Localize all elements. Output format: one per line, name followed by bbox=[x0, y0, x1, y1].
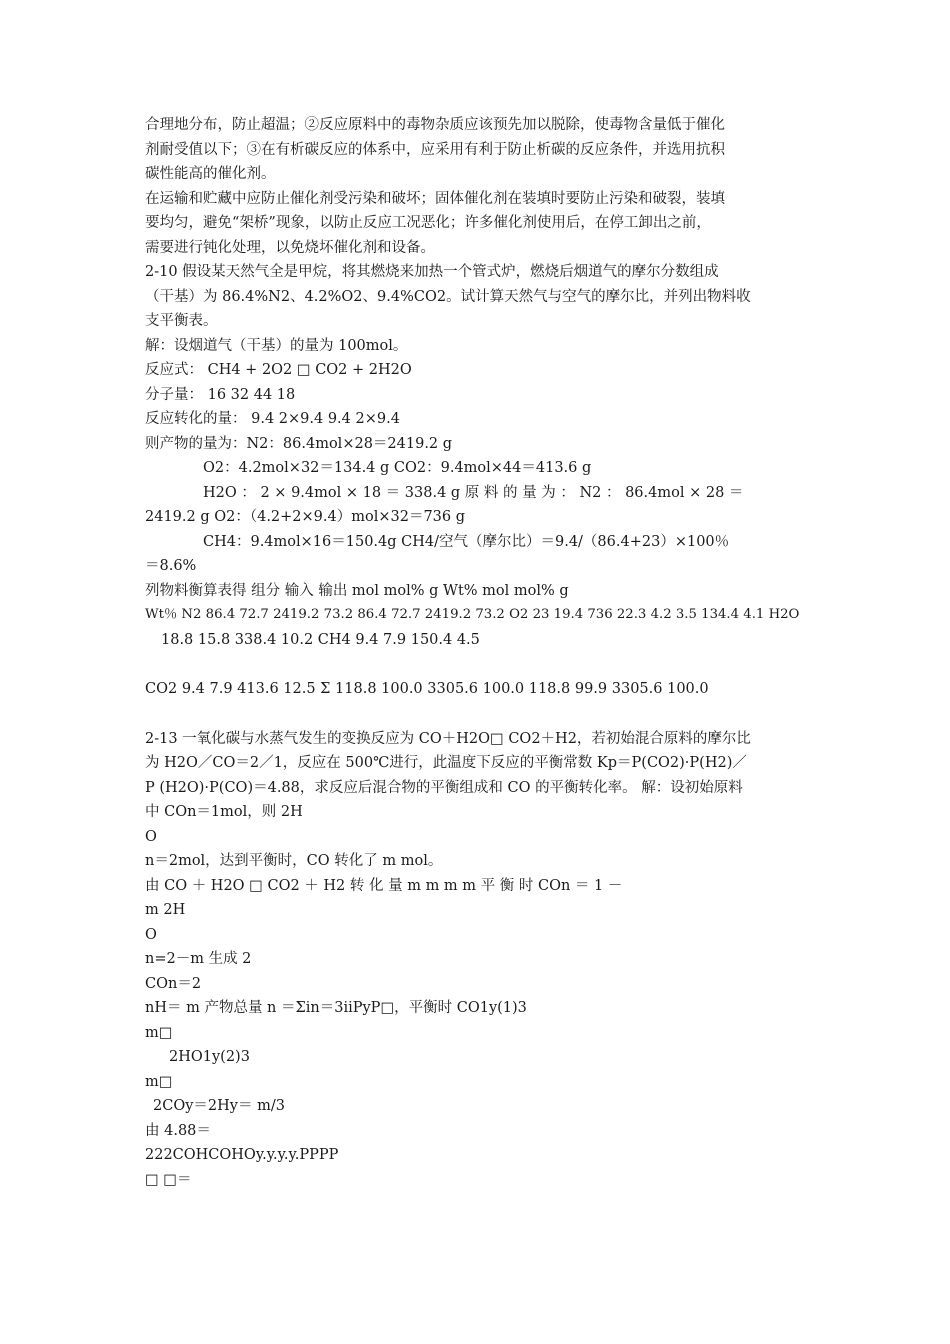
text-line: 解：设烟道气（干基）的量为 100mol。 bbox=[145, 337, 408, 354]
text-line: 2419.2 g O2：（4.2+2×9.4）mol×32＝736 g bbox=[145, 509, 466, 525]
text-line: m□ bbox=[145, 1024, 173, 1041]
document-page bbox=[145, 113, 810, 1192]
text-line: 反应式： CH4 + 2O2 □ CO2 + 2H2O bbox=[145, 362, 412, 378]
text-line: 2-10 假设某天然气全是甲烷，将其燃烧来加热一个管式炉，燃烧后烟道气的摩尔分数组成 bbox=[145, 264, 719, 280]
text-line: 2-13 一氧化碳与水蒸气发生的变换反应为 CO＋H2O□ CO2＋H2，若初始混合原料的摩尔比 bbox=[145, 730, 751, 747]
text-line: COn＝2 bbox=[145, 975, 202, 992]
text-line: CH4：9.4mol×16＝150.4g CH4/空气（摩尔比）＝9.4/（86.4+23）×100％ bbox=[203, 533, 730, 550]
text-line: （干基）为 86.4%N2、4.2%O2、9.4%CO2。试计算天然气与空气的摩尔比，并列出物料收 bbox=[145, 288, 751, 305]
text-line: 为 H2O／CO＝2／1，反应在 500℃进行，此温度下反应的平衡常数 Kp＝P(CO2)·P(H2)／ bbox=[145, 755, 747, 771]
text-line: O bbox=[145, 926, 157, 943]
text-line: 中 COn＝1mol，则 2H bbox=[145, 804, 303, 820]
text-line: Wt％ N2 86.4 72.7 2419.2 73.2 86.4 72.7 2419.2 73.2 O2 23 19.4 736 22.3 4.2 3.5 134.4 4.1 H2O bbox=[145, 607, 800, 622]
text-line: 在运输和贮藏中应防止催化剂受污染和破坏；固体催化剂在装填时要防止污染和破裂，装填 bbox=[145, 190, 725, 207]
text-line: CO2 9.4 7.9 413.6 12.5 Σ 118.8 100.0 3305.6 100.0 118.8 99.9 3305.6 100.0 bbox=[145, 681, 709, 697]
text-line: 分子量： 16 32 44 18 bbox=[145, 386, 296, 403]
text-line: O2：4.2mol×32＝134.4 g CO2：9.4mol×44＝413.6 g bbox=[203, 460, 592, 476]
text-line: 18.8 15.8 338.4 10.2 CH4 9.4 7.9 150.4 4.5 bbox=[161, 631, 480, 648]
text-line: 222COHCOHOy.y.y.y.PPPP bbox=[145, 1147, 339, 1163]
blank-line bbox=[145, 652, 810, 677]
blank-line bbox=[145, 702, 810, 727]
text-line: 列物料衡算表得 组分 输入 输出 mol mol% g Wt% mol mol% g bbox=[145, 582, 569, 599]
text-line: ＝8.6% bbox=[145, 558, 197, 574]
text-line: 碳性能高的催化剂。 bbox=[145, 166, 276, 182]
text-line: m 2H bbox=[145, 902, 186, 918]
text-line: n＝2mol，达到平衡时，CO 转化了 m mol。 bbox=[145, 853, 443, 869]
text-line: □ □＝ bbox=[145, 1171, 192, 1188]
text-line: O bbox=[145, 828, 157, 845]
text-line: 2COy＝2Hy＝ m/3 bbox=[153, 1098, 285, 1114]
text-line: 由 4.88＝ bbox=[145, 1122, 211, 1139]
text-line: 要均匀，避免“架桥”现象，以防止反应工况恶化；许多催化剂使用后，在停工卸出之前， bbox=[145, 215, 711, 231]
text-line: 合理地分布，防止超温；②反应原料中的毒物杂质应该预先加以脱除，使毒物含量低于催化 bbox=[145, 117, 725, 133]
text-line: 支平衡表。 bbox=[145, 313, 218, 329]
text-line: 需要进行钝化处理，以免烧坏催化剂和设备。 bbox=[145, 239, 435, 256]
text-line: nH＝ m 产物总量 n ＝Σin＝3iiPyP□，平衡时 CO1y(1)3 bbox=[145, 1000, 527, 1016]
text-line: m□ bbox=[145, 1073, 173, 1090]
text-line: 反应转化的量： 9.4 2×9.4 9.4 2×9.4 bbox=[145, 411, 400, 427]
text-line: 则产物的量为：N2：86.4mol×28＝2419.2 g bbox=[145, 435, 453, 452]
text-line: 2HO1y(2)3 bbox=[169, 1049, 250, 1065]
text-line: P (H2O)·P(CO)＝4.88，求反应后混合物的平衡组成和 CO 的平衡转化率。 解：设初始原料 bbox=[145, 779, 743, 796]
text-line: 由 CO ＋ H2O □ CO2 ＋ H2 转 化 量 m m m m 平 衡 时 COn ＝ 1 － bbox=[145, 877, 623, 894]
text-line: H2O ： 2 × 9.4mol × 18 ＝ 338.4 g 原 料 的 量 为 ： N2 ： 86.4mol × 28 ＝ bbox=[203, 484, 744, 501]
text-line: n=2－m 生成 2 bbox=[145, 951, 252, 967]
text-line: 剂耐受值以下；③在有析碳反应的体系中，应采用有利于防止析碳的反应条件，并选用抗积 bbox=[145, 141, 725, 158]
